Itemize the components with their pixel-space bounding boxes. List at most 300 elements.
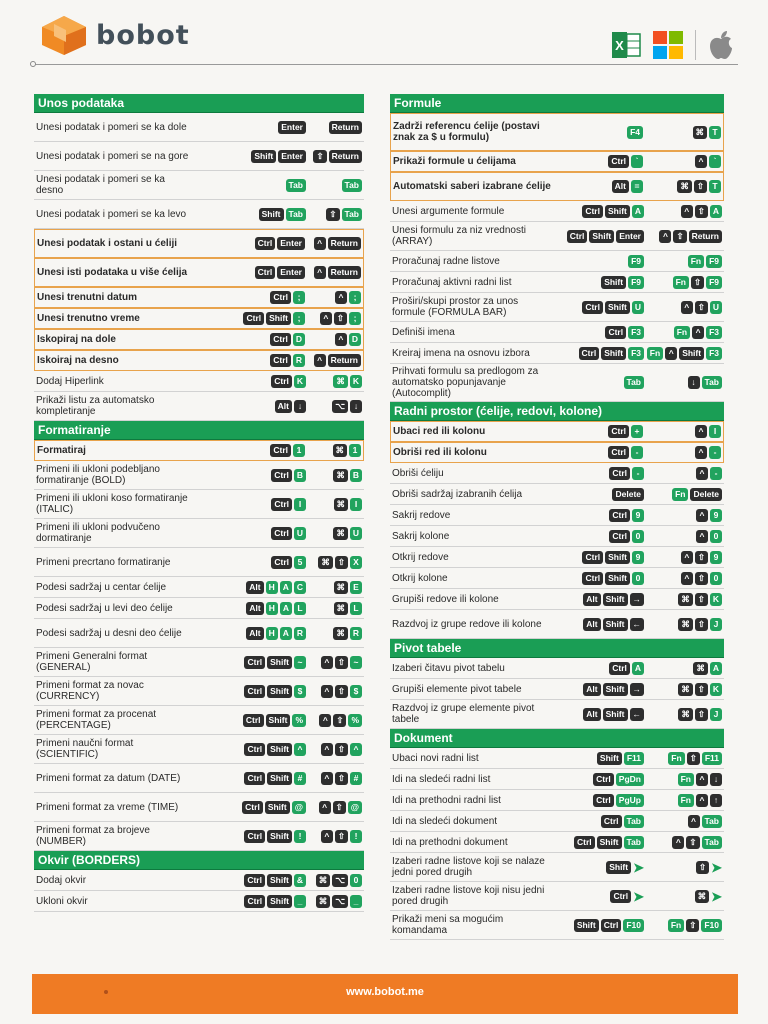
key-cap: Alt bbox=[583, 708, 600, 721]
mac-keys bbox=[644, 347, 722, 360]
key-cap: Ctrl bbox=[609, 530, 630, 543]
key-cap: F9 bbox=[706, 276, 722, 289]
shortcut-label: Razdvoj iz grupe redove ili kolone bbox=[392, 618, 542, 630]
key-cap: Shift bbox=[597, 752, 622, 765]
cursor-click-icon: ➤ bbox=[633, 888, 644, 904]
key-cap: ^ bbox=[681, 551, 693, 564]
key-cap: ⌘ bbox=[318, 556, 333, 569]
windows-keys bbox=[556, 255, 644, 268]
key-cap: Shift bbox=[267, 772, 292, 785]
key-cap: → bbox=[630, 593, 645, 606]
key-cap: 9 bbox=[632, 509, 644, 522]
mac-keys bbox=[644, 530, 722, 543]
key-cap: L bbox=[294, 602, 306, 615]
key-cap: 1 bbox=[349, 444, 361, 457]
key-cap: Ctrl bbox=[255, 237, 276, 250]
key-cap: ⇧ bbox=[687, 752, 700, 765]
key-cap: F11 bbox=[702, 752, 722, 765]
shortcut-row bbox=[34, 619, 364, 648]
key-cap: Ctrl bbox=[593, 794, 614, 807]
key-cap: → bbox=[630, 683, 645, 696]
key-cap: ; bbox=[349, 291, 361, 304]
key-cap: ⌘ bbox=[677, 180, 692, 193]
shortcut-row bbox=[390, 769, 724, 790]
windows-keys bbox=[196, 895, 306, 908]
key-cap: Ctrl bbox=[567, 230, 588, 243]
key-cap: ⇧ bbox=[335, 743, 348, 756]
shortcut-row bbox=[390, 679, 724, 700]
key-cap: F11 bbox=[624, 752, 644, 765]
key-cap: Delete bbox=[612, 488, 644, 501]
mac-keys bbox=[306, 685, 362, 698]
shortcut-row bbox=[390, 505, 724, 526]
windows-keys bbox=[556, 815, 644, 828]
shortcut-row bbox=[34, 142, 364, 171]
mac-keys bbox=[644, 794, 722, 807]
key-cap: F10 bbox=[623, 919, 644, 932]
key-cap: A bbox=[280, 581, 292, 594]
key-cap: Ctrl bbox=[244, 772, 265, 785]
shortcut-row bbox=[390, 251, 724, 272]
mac-keys bbox=[644, 618, 722, 631]
key-cap: Return bbox=[329, 150, 362, 163]
shortcut-label: Prikaži formule u ćelijama bbox=[393, 156, 516, 167]
section-title-formatiranje: Formatiranje bbox=[34, 421, 364, 440]
key-cap: Shift bbox=[605, 551, 630, 564]
shortcut-label: Sakrij kolone bbox=[392, 530, 450, 542]
shortcut-label: Prikaži meni sa mogućim komandama bbox=[392, 914, 504, 936]
windows-keys bbox=[556, 919, 644, 932]
shortcut-row bbox=[390, 811, 724, 832]
key-cap: ^ bbox=[681, 205, 693, 218]
mac-keys bbox=[306, 581, 362, 594]
mac-keys bbox=[644, 205, 722, 218]
windows-keys bbox=[195, 444, 305, 457]
key-cap: F3 bbox=[706, 326, 722, 339]
website-link[interactable]: www.bobot.me bbox=[346, 986, 424, 998]
key-cap: D bbox=[349, 333, 361, 346]
windows-keys bbox=[556, 890, 644, 903]
shortcut-row bbox=[390, 589, 724, 610]
key-cap: F10 bbox=[701, 919, 722, 932]
mac-keys bbox=[644, 752, 722, 765]
key-cap: Ctrl bbox=[582, 551, 603, 564]
key-cap: Fn bbox=[668, 752, 684, 765]
key-cap: Ctrl bbox=[609, 509, 630, 522]
windows-keys bbox=[556, 773, 644, 786]
key-cap: A bbox=[280, 627, 292, 640]
mac-keys bbox=[306, 208, 362, 221]
key-cap: 0 bbox=[632, 572, 644, 585]
section-title-dokument: Dokument bbox=[390, 729, 724, 748]
shortcut-label: Dodaj Hiperlink bbox=[36, 375, 104, 387]
key-cap: Alt bbox=[246, 581, 263, 594]
key-cap: Ctrl bbox=[582, 301, 603, 314]
shortcut-label: Zadrži referencu ćelije (postavi znak za $ u formulu) bbox=[393, 121, 540, 143]
mac-keys bbox=[306, 743, 362, 756]
key-cap: ^ bbox=[321, 772, 333, 785]
key-cap: Shift bbox=[267, 874, 292, 887]
shortcut-row bbox=[390, 293, 724, 322]
mac-keys bbox=[305, 333, 361, 346]
key-cap: Ctrl bbox=[593, 773, 614, 786]
key-cap: ⇧ bbox=[686, 919, 699, 932]
shortcut-label: Izaberi radne listove koji nisu jedni pored drugih bbox=[392, 885, 545, 907]
key-cap: ! bbox=[294, 830, 306, 843]
key-cap: Enter bbox=[278, 150, 306, 163]
key-cap: Ctrl bbox=[582, 205, 603, 218]
svg-text:X: X bbox=[615, 38, 624, 53]
shortcut-row bbox=[390, 272, 724, 293]
key-cap: Alt bbox=[583, 593, 600, 606]
key-cap: Fn bbox=[678, 773, 694, 786]
key-cap: H bbox=[266, 602, 278, 615]
key-cap: ⌘ bbox=[333, 469, 348, 482]
key-cap: U bbox=[350, 527, 362, 540]
key-cap: F4 bbox=[627, 126, 643, 139]
mac-keys bbox=[306, 556, 362, 569]
shortcut-row bbox=[390, 526, 724, 547]
key-cap: 5 bbox=[294, 556, 306, 569]
shortcut-label: Otkrij redove bbox=[392, 551, 449, 563]
shortcut-row bbox=[390, 790, 724, 811]
key-cap: Ctrl bbox=[271, 498, 292, 511]
key-cap: I bbox=[350, 498, 362, 511]
windows-keys bbox=[196, 830, 306, 843]
key-cap: ↓ bbox=[350, 400, 362, 413]
key-cap: & bbox=[294, 874, 306, 887]
mac-keys bbox=[644, 488, 722, 501]
key-cap: ^ bbox=[314, 266, 326, 279]
windows-keys bbox=[556, 683, 644, 696]
key-cap: U bbox=[294, 527, 306, 540]
windows-keys bbox=[196, 581, 306, 594]
separator bbox=[695, 30, 696, 60]
key-cap: ⌘ bbox=[678, 708, 693, 721]
key-cap: Alt bbox=[275, 400, 292, 413]
shortcut-row bbox=[34, 822, 364, 851]
key-cap: Return bbox=[328, 237, 361, 250]
key-cap: Enter bbox=[278, 121, 306, 134]
key-cap: ^ bbox=[335, 333, 347, 346]
mac-keys bbox=[306, 874, 362, 887]
shortcut-row bbox=[390, 442, 724, 463]
mac-keys bbox=[305, 444, 361, 457]
windows-keys bbox=[556, 347, 644, 360]
mac-keys bbox=[306, 179, 362, 192]
key-cap: Shift bbox=[267, 895, 292, 908]
key-cap: 9 bbox=[710, 551, 722, 564]
shortcut-label: Podesi sadržaj u centar ćelije bbox=[36, 581, 167, 593]
key-cap: Ctrl bbox=[270, 291, 291, 304]
key-cap: T bbox=[709, 126, 721, 139]
mac-keys bbox=[306, 375, 362, 388]
key-cap: ^ bbox=[294, 743, 306, 756]
windows-keys bbox=[196, 375, 306, 388]
windows-icon bbox=[653, 31, 683, 59]
key-cap: Shift bbox=[267, 685, 292, 698]
mac-keys bbox=[644, 572, 722, 585]
mac-keys bbox=[306, 469, 362, 482]
shortcut-label: Dodaj okvir bbox=[36, 874, 87, 886]
key-cap: A bbox=[710, 205, 722, 218]
mac-keys bbox=[306, 498, 362, 511]
key-cap: Shift bbox=[267, 743, 292, 756]
windows-keys bbox=[556, 662, 644, 675]
key-cap: H bbox=[266, 627, 278, 640]
key-cap: ⇧ bbox=[695, 572, 708, 585]
shortcut-row bbox=[34, 706, 364, 735]
key-cap: ⇧ bbox=[326, 208, 339, 221]
key-cap: ^ bbox=[681, 301, 693, 314]
key-cap: Ctrl bbox=[608, 155, 629, 168]
key-cap: Enter bbox=[277, 266, 305, 279]
windows-keys bbox=[196, 121, 306, 134]
brand-name: bobot bbox=[96, 20, 190, 51]
key-cap: ⇧ bbox=[335, 830, 348, 843]
key-cap: X bbox=[350, 556, 362, 569]
windows-keys bbox=[555, 180, 643, 193]
windows-keys bbox=[555, 126, 643, 139]
key-cap: Shift bbox=[574, 919, 599, 932]
key-cap: Ctrl bbox=[244, 895, 265, 908]
windows-keys bbox=[556, 276, 644, 289]
shortcut-label: Ubaci novi radni list bbox=[392, 752, 479, 764]
key-cap: Tab bbox=[702, 836, 722, 849]
key-cap: B bbox=[294, 469, 306, 482]
shortcut-label: Idi na prethodni dokument bbox=[392, 836, 508, 848]
key-cap: 0 bbox=[710, 530, 722, 543]
key-cap: I bbox=[294, 498, 306, 511]
shortcut-label: Grupiši elemente pivot tabele bbox=[392, 683, 522, 695]
mac-keys bbox=[644, 376, 722, 389]
shortcut-label: Idi na sledeći radni list bbox=[392, 773, 491, 785]
key-cap: ⌘ bbox=[316, 895, 331, 908]
windows-keys bbox=[196, 685, 306, 698]
key-cap: Shift bbox=[597, 836, 622, 849]
shortcut-row bbox=[34, 392, 364, 421]
key-cap: 9 bbox=[632, 551, 644, 564]
shortcut-label: Iskopiraj na dole bbox=[37, 334, 116, 345]
key-cap: T bbox=[709, 180, 721, 193]
key-cap: Tab bbox=[624, 815, 644, 828]
shortcut-label: Unesi podatak i pomeri se na gore bbox=[36, 150, 189, 162]
shortcut-label: Kreiraj imena na osnovu izbora bbox=[392, 347, 530, 359]
mac-keys bbox=[306, 400, 362, 413]
cursor-click-icon: ➤ bbox=[711, 888, 722, 904]
windows-keys bbox=[196, 208, 306, 221]
key-cap: K bbox=[294, 375, 306, 388]
key-cap: ^ bbox=[321, 685, 333, 698]
app-icons bbox=[611, 30, 734, 60]
shortcut-row bbox=[34, 677, 364, 706]
apple-icon bbox=[708, 30, 734, 60]
shortcut-label: Proširi/skupi prostor za unos formule (FORMULA BAR) bbox=[392, 296, 519, 318]
key-cap: ^ bbox=[314, 354, 326, 367]
shortcut-row bbox=[34, 258, 364, 287]
shortcut-row bbox=[34, 891, 364, 912]
shortcut-row bbox=[390, 151, 724, 172]
key-cap: # bbox=[350, 772, 362, 785]
shortcut-row bbox=[390, 700, 724, 729]
key-cap: - bbox=[710, 467, 722, 480]
key-cap: - bbox=[632, 467, 644, 480]
key-cap: Ctrl bbox=[608, 446, 629, 459]
key-cap: ^ bbox=[659, 230, 671, 243]
key-cap: B bbox=[350, 469, 362, 482]
header bbox=[0, 0, 768, 70]
windows-keys bbox=[195, 266, 305, 279]
key-cap: ⌘ bbox=[333, 527, 348, 540]
mac-keys bbox=[305, 354, 361, 367]
shortcut-label: Primeni ili ukloni koso formatiranje (ITALIC) bbox=[36, 493, 188, 515]
shortcut-label: Primeni format za procenat (PERCENTAGE) bbox=[36, 709, 157, 731]
footer bbox=[32, 974, 738, 1014]
shortcut-label: Unesi trenutno vreme bbox=[37, 313, 140, 324]
key-cap: Fn bbox=[678, 794, 694, 807]
shortcut-label: Idi na sledeći dokument bbox=[392, 815, 498, 827]
shortcut-row bbox=[390, 610, 724, 639]
key-cap: ⌘ bbox=[333, 444, 348, 457]
key-cap: Tab bbox=[286, 208, 306, 221]
key-cap: Shift bbox=[601, 347, 626, 360]
mac-keys bbox=[644, 276, 722, 289]
mac-keys bbox=[644, 708, 722, 721]
shortcut-row bbox=[390, 322, 724, 343]
key-cap: ⇧ bbox=[334, 312, 347, 325]
shortcut-row bbox=[390, 658, 724, 679]
key-cap: ⇧ bbox=[695, 618, 708, 631]
rule-dot bbox=[30, 61, 36, 67]
key-cap: A bbox=[632, 205, 644, 218]
windows-keys bbox=[196, 556, 306, 569]
key-cap: ⇧ bbox=[335, 556, 348, 569]
key-cap: ⌘ bbox=[316, 874, 331, 887]
key-cap: ⌘ bbox=[333, 375, 348, 388]
key-cap: D bbox=[293, 333, 305, 346]
windows-keys bbox=[195, 291, 305, 304]
key-cap: Ctrl bbox=[243, 312, 264, 325]
key-cap: @ bbox=[348, 801, 362, 814]
mac-keys bbox=[306, 602, 362, 615]
key-cap: Return bbox=[329, 121, 362, 134]
key-cap: + bbox=[631, 425, 643, 438]
key-cap: ^ bbox=[672, 836, 684, 849]
key-cap: ^ bbox=[696, 509, 708, 522]
windows-keys bbox=[556, 861, 644, 874]
key-cap: ^ bbox=[695, 446, 707, 459]
key-cap: _ bbox=[350, 895, 362, 908]
key-cap: Shift bbox=[603, 618, 628, 631]
windows-keys bbox=[556, 205, 644, 218]
key-cap: Shift bbox=[601, 276, 626, 289]
key-cap: ⌥ bbox=[332, 400, 348, 413]
shortcut-row bbox=[390, 201, 724, 222]
shortcut-label: Unesi isti podataka u više ćelija bbox=[37, 267, 188, 278]
key-cap: $ bbox=[294, 685, 306, 698]
key-cap: Ctrl bbox=[244, 685, 265, 698]
mac-keys bbox=[644, 662, 722, 675]
key-cap: ^ bbox=[696, 530, 708, 543]
key-cap: ⇧ bbox=[694, 180, 707, 193]
key-cap: ↓ bbox=[710, 773, 722, 786]
mac-keys bbox=[306, 830, 362, 843]
key-cap: Tab bbox=[342, 208, 362, 221]
key-cap: Delete bbox=[690, 488, 722, 501]
shortcut-label: Obriši red ili kolonu bbox=[393, 447, 487, 458]
key-cap: Alt bbox=[583, 618, 600, 631]
mac-keys bbox=[643, 425, 721, 438]
key-cap: Ctrl bbox=[271, 375, 292, 388]
key-cap: PgUp bbox=[616, 794, 644, 807]
windows-keys bbox=[196, 150, 306, 163]
shortcut-label: Unesi podatak i pomeri se ka levo bbox=[36, 208, 187, 220]
windows-keys bbox=[555, 425, 643, 438]
shortcut-label: Ukloni okvir bbox=[36, 895, 88, 907]
shortcut-row bbox=[390, 853, 724, 882]
key-cap: Ctrl bbox=[243, 714, 264, 727]
key-cap: J bbox=[710, 618, 722, 631]
key-cap: Tab bbox=[624, 836, 644, 849]
key-cap: Ctrl bbox=[270, 333, 291, 346]
key-cap: Return bbox=[689, 230, 722, 243]
key-cap: ⌘ bbox=[693, 126, 708, 139]
key-cap: ⇧ bbox=[695, 301, 708, 314]
key-cap: ~ bbox=[294, 656, 306, 669]
mac-keys bbox=[644, 773, 722, 786]
key-cap: ↓ bbox=[688, 376, 700, 389]
shortcut-label: Primeni ili ukloni podvučeno dormatiranje bbox=[36, 522, 160, 544]
mac-keys bbox=[644, 815, 722, 828]
key-cap: Alt bbox=[583, 683, 600, 696]
key-cap: I bbox=[709, 425, 721, 438]
key-cap: ^ bbox=[321, 656, 333, 669]
windows-keys bbox=[556, 467, 644, 480]
windows-keys bbox=[556, 376, 644, 389]
key-cap: ^ bbox=[321, 743, 333, 756]
key-cap: ^ bbox=[350, 743, 362, 756]
mac-keys bbox=[643, 180, 721, 193]
key-cap: Ctrl bbox=[608, 425, 629, 438]
mac-keys bbox=[306, 121, 362, 134]
key-cap: U bbox=[632, 301, 644, 314]
key-cap: ^ bbox=[321, 830, 333, 843]
key-cap: 1 bbox=[293, 444, 305, 457]
key-cap: ^ bbox=[688, 815, 700, 828]
key-cap: R bbox=[350, 627, 362, 640]
windows-keys bbox=[556, 530, 644, 543]
mac-keys bbox=[643, 155, 721, 168]
key-cap: Enter bbox=[277, 237, 305, 250]
mac-keys bbox=[306, 656, 362, 669]
shortcut-row bbox=[390, 882, 724, 911]
key-cap: ⌘ bbox=[333, 627, 348, 640]
shortcut-label: Primeni naučni format (SCIENTIFIC) bbox=[36, 738, 134, 760]
key-cap: Fn bbox=[647, 347, 663, 360]
key-cap: Shift bbox=[267, 656, 292, 669]
key-cap: ⌘ bbox=[693, 662, 708, 675]
shortcut-row bbox=[34, 870, 364, 891]
shortcut-label: Unesi podatak i ostani u ćeliji bbox=[37, 238, 178, 249]
key-cap: ⇧ bbox=[695, 551, 708, 564]
key-cap: Tab bbox=[702, 376, 722, 389]
section-title-formule: Formule bbox=[390, 94, 724, 113]
key-cap: Shift bbox=[603, 683, 628, 696]
key-cap: K bbox=[710, 683, 722, 696]
mac-keys bbox=[644, 326, 722, 339]
key-cap: R bbox=[294, 627, 306, 640]
windows-keys bbox=[556, 708, 644, 721]
